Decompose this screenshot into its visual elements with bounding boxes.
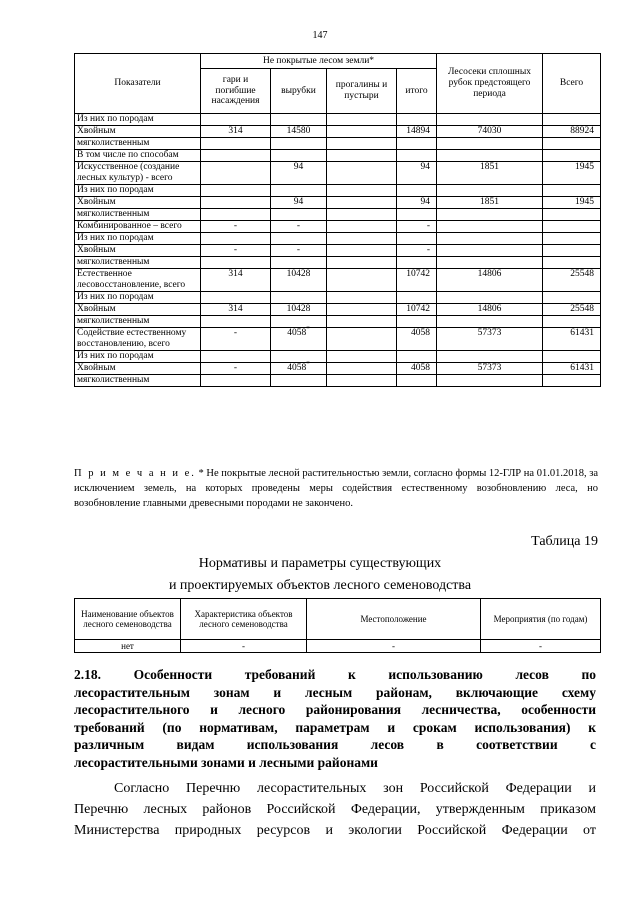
table-row xyxy=(75,220,601,232)
row-value xyxy=(327,208,397,220)
row-value: 94 xyxy=(397,196,437,208)
t2-header-characteristic: Характеристика объектов лесного семеноводства xyxy=(181,599,307,640)
t2-cell: - xyxy=(307,640,481,653)
row-value xyxy=(271,232,327,244)
row-value xyxy=(327,244,397,256)
row-value xyxy=(271,256,327,268)
row-value xyxy=(327,126,397,138)
table-row xyxy=(75,327,601,350)
row-value: 314 xyxy=(201,268,271,291)
row-label: Из них по породам xyxy=(75,114,201,126)
row-value: 61431 xyxy=(543,327,601,350)
row-value xyxy=(543,114,601,126)
row-value xyxy=(327,162,397,185)
body-paragraph xyxy=(74,778,596,841)
row-label: мягколиственным xyxy=(75,256,201,268)
row-value xyxy=(327,362,397,374)
row-value xyxy=(201,138,271,150)
row-value: 4058 xyxy=(397,327,437,350)
table-row xyxy=(75,150,601,162)
row-value xyxy=(327,184,397,196)
row-value: - xyxy=(397,220,437,232)
row-value: 14806 xyxy=(437,303,543,315)
row-label: мягколиственным xyxy=(75,138,201,150)
row-value: - xyxy=(201,220,271,232)
row-value: 57373 xyxy=(437,327,543,350)
row-value: 1945 xyxy=(543,196,601,208)
row-label: Естественное лесовосстановление, всего xyxy=(75,268,201,291)
row-value: - xyxy=(201,362,271,374)
row-value: 10742 xyxy=(397,303,437,315)
row-value: 61431 xyxy=(543,362,601,374)
paragraph-line: Министерства природных ресурсов и экологии Российской Федерации от xyxy=(74,823,596,838)
row-label: Содействие естественному восстановлению, всего xyxy=(75,327,201,350)
table-note xyxy=(74,466,598,511)
row-value xyxy=(201,256,271,268)
row-label: мягколиственным xyxy=(75,208,201,220)
header-not-covered: Не покрытые лесом земли* xyxy=(201,54,437,69)
row-value xyxy=(271,291,327,303)
table-row xyxy=(75,350,601,362)
row-value: 74030 xyxy=(437,126,543,138)
row-value xyxy=(437,256,543,268)
row-value: 25548 xyxy=(543,303,601,315)
section-line: лесорастительным зонам и лесным районам, включающие схему xyxy=(74,684,596,700)
table-row xyxy=(75,268,601,291)
row-value xyxy=(543,244,601,256)
row-value xyxy=(437,350,543,362)
row-value: 14806 xyxy=(437,268,543,291)
row-label: Из них по породам xyxy=(75,184,201,196)
row-value xyxy=(437,184,543,196)
row-value xyxy=(327,374,397,386)
row-value xyxy=(201,208,271,220)
row-value xyxy=(327,315,397,327)
row-label: В том числе по способам xyxy=(75,150,201,162)
row-value: 88924 xyxy=(543,126,601,138)
row-value xyxy=(327,327,397,350)
table-row xyxy=(75,162,601,185)
row-label: Искусственное (создание лесных культур) - всего xyxy=(75,162,201,185)
section-line: требований (по нормативам, параметрам и срокам использования) к xyxy=(74,719,596,735)
row-value xyxy=(201,232,271,244)
row-value xyxy=(271,150,327,162)
row-value: 14894 xyxy=(397,126,437,138)
row-value: 314 xyxy=(201,126,271,138)
row-value: 1851 xyxy=(437,162,543,185)
row-value: 10428 xyxy=(271,268,327,291)
row-value xyxy=(397,184,437,196)
table-row xyxy=(75,184,601,196)
header-indicators: Показатели xyxy=(75,54,201,114)
header-burned: гари и погибшие насаждения xyxy=(201,69,271,114)
table-row xyxy=(75,315,601,327)
row-value: 4058* xyxy=(271,362,327,374)
row-value xyxy=(437,114,543,126)
row-value xyxy=(327,291,397,303)
row-value: 94 xyxy=(397,162,437,185)
row-value: 10742 xyxy=(397,268,437,291)
table-row xyxy=(75,208,601,220)
row-value xyxy=(327,256,397,268)
row-value xyxy=(397,208,437,220)
page-number: 147 xyxy=(312,30,328,41)
table-title-line2: и проектируемых объектов лесного семеноводства xyxy=(168,578,472,593)
section-heading xyxy=(74,666,596,771)
row-value xyxy=(201,196,271,208)
row-value: - xyxy=(271,220,327,232)
table-row xyxy=(75,374,601,386)
row-label: Из них по породам xyxy=(75,291,201,303)
table-row xyxy=(75,196,601,208)
row-value xyxy=(397,232,437,244)
t2-cell: нет xyxy=(75,640,181,653)
table-row xyxy=(75,114,601,126)
section-line: 2.18. Особенности требований к использованию лесов по xyxy=(74,667,596,682)
row-value xyxy=(543,374,601,386)
row-value xyxy=(437,291,543,303)
row-label: Хвойным xyxy=(75,303,201,315)
row-label: Хвойным xyxy=(75,244,201,256)
forest-restoration-table xyxy=(74,53,601,387)
row-value xyxy=(397,315,437,327)
paragraph-line: Согласно Перечню лесорастительных зон Российской Федерации и xyxy=(114,781,596,796)
seed-objects-table xyxy=(74,598,601,653)
table-row xyxy=(75,291,601,303)
row-value xyxy=(327,268,397,291)
row-value xyxy=(397,374,437,386)
row-value: 1945 xyxy=(543,162,601,185)
note-text: * Не покрытые лесной растительностью земли, согласно формы 12-ГЛР на 01.01.2018, за исключением земель, на которых проведены меры содействия естественному возобновлению леса, но возобновление главными древесными породами не закончено. xyxy=(74,468,599,509)
row-value xyxy=(327,232,397,244)
row-label: мягколиственным xyxy=(75,315,201,327)
table-row xyxy=(75,232,601,244)
row-value xyxy=(201,291,271,303)
row-value xyxy=(327,150,397,162)
row-value xyxy=(271,374,327,386)
table-row xyxy=(75,138,601,150)
row-value xyxy=(437,374,543,386)
row-value: 10428 xyxy=(271,303,327,315)
table-row xyxy=(75,256,601,268)
row-value xyxy=(327,303,397,315)
table-row xyxy=(75,303,601,315)
row-label: мягколиственным xyxy=(75,374,201,386)
row-value xyxy=(543,291,601,303)
row-value: 4058 xyxy=(397,362,437,374)
row-value xyxy=(543,315,601,327)
row-value xyxy=(437,315,543,327)
row-value: 57373 xyxy=(437,362,543,374)
row-value xyxy=(271,184,327,196)
row-value xyxy=(271,208,327,220)
row-value xyxy=(201,150,271,162)
row-value xyxy=(543,220,601,232)
table-row xyxy=(75,244,601,256)
row-label: Хвойным xyxy=(75,126,201,138)
row-value xyxy=(543,208,601,220)
row-value xyxy=(271,350,327,362)
table-row xyxy=(75,126,601,138)
row-value: 4058* xyxy=(271,327,327,350)
header-glades: прогалины и пустыри xyxy=(327,69,397,114)
row-label: Хвойным xyxy=(75,362,201,374)
note-lead: П р и м е ч а н и е. xyxy=(74,468,196,479)
row-value: 25548 xyxy=(543,268,601,291)
row-value xyxy=(201,162,271,185)
row-value: 94 xyxy=(271,162,327,185)
row-value xyxy=(271,138,327,150)
t2-cell: - xyxy=(181,640,307,653)
table-row xyxy=(75,362,601,374)
row-value xyxy=(437,244,543,256)
row-value xyxy=(437,232,543,244)
row-value xyxy=(327,350,397,362)
row-value: 14580 xyxy=(271,126,327,138)
section-line: лесорастительного и лесного районирования лесничества, особенности xyxy=(74,702,596,717)
row-value xyxy=(543,232,601,244)
row-value xyxy=(543,256,601,268)
table-label: Таблица 19 xyxy=(531,534,598,549)
row-value: - xyxy=(201,244,271,256)
row-value xyxy=(397,256,437,268)
t2-cell: - xyxy=(481,640,601,653)
row-value xyxy=(543,350,601,362)
header-total-sub: итого xyxy=(397,69,437,114)
row-value xyxy=(437,150,543,162)
header-clearings: вырубки xyxy=(271,69,327,114)
row-value xyxy=(397,350,437,362)
row-value xyxy=(397,150,437,162)
row-value xyxy=(327,220,397,232)
row-value: 314 xyxy=(201,303,271,315)
row-value xyxy=(201,114,271,126)
row-label: Хвойным xyxy=(75,196,201,208)
row-value: 94 xyxy=(271,196,327,208)
t2-header-location: Местоположение xyxy=(307,599,481,640)
row-label: Из них по породам xyxy=(75,350,201,362)
row-value xyxy=(201,350,271,362)
header-grand-total: Всего xyxy=(543,54,601,114)
row-value xyxy=(201,184,271,196)
row-value: - xyxy=(397,244,437,256)
row-value xyxy=(543,138,601,150)
row-value xyxy=(201,374,271,386)
paragraph-line: Перечню лесных районов Российской Федерации, утвержденным приказом xyxy=(74,802,596,817)
row-value xyxy=(437,220,543,232)
row-label: Комбинированное – всего xyxy=(75,220,201,232)
row-value xyxy=(437,208,543,220)
row-value xyxy=(437,138,543,150)
row-value xyxy=(397,291,437,303)
section-line: лесорастительными зонами и лесными районами xyxy=(74,754,378,770)
row-value xyxy=(397,138,437,150)
row-value xyxy=(201,315,271,327)
t2-header-activities: Мероприятия (по годам) xyxy=(481,599,601,640)
row-value: 1851 xyxy=(437,196,543,208)
row-value xyxy=(327,138,397,150)
row-value xyxy=(327,114,397,126)
row-value xyxy=(327,196,397,208)
row-value xyxy=(271,315,327,327)
row-value: - xyxy=(201,327,271,350)
row-label: Из них по породам xyxy=(75,232,201,244)
row-value xyxy=(543,184,601,196)
row-value: - xyxy=(271,244,327,256)
t2-header-name: Наименование объектов лесного семеноводства xyxy=(75,599,181,640)
row-value xyxy=(271,114,327,126)
row-value xyxy=(543,150,601,162)
section-line: различным видам использования лесов в соответствии с xyxy=(74,737,596,752)
table-title-line1: Нормативы и параметры существующих xyxy=(198,556,442,571)
row-value xyxy=(397,114,437,126)
header-cutting-areas: Лесосеки сплошных рубок предстоящего периода xyxy=(437,54,543,114)
